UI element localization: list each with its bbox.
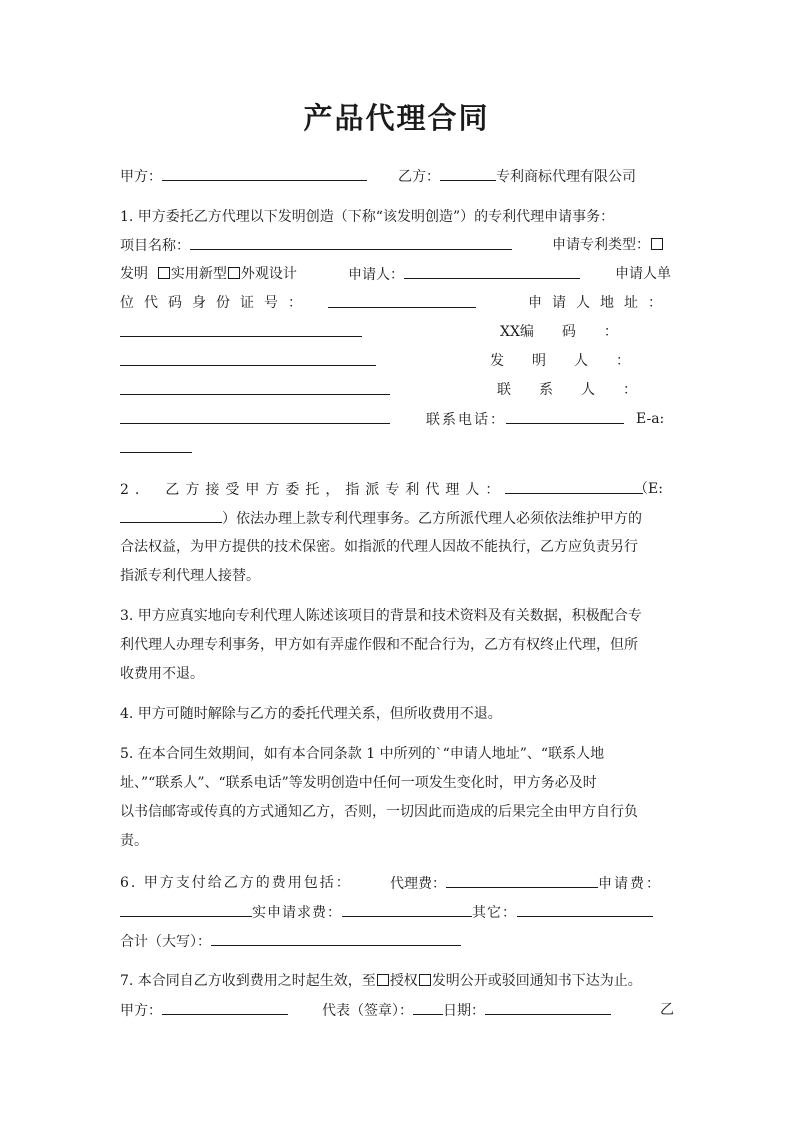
application-fee-label: 申请费：	[598, 876, 662, 892]
party-b-name: 专利商标代理有限公司	[496, 169, 636, 185]
grant-checkbox[interactable]	[377, 974, 389, 986]
agency-fee-label: 代理费：	[390, 876, 446, 892]
total-line	[120, 931, 461, 952]
clause3-line3: 收费用不退。	[120, 666, 204, 682]
phone-line	[426, 409, 624, 430]
clause6-intro	[120, 873, 352, 893]
party-b-line	[398, 166, 636, 187]
total-blank[interactable]	[211, 931, 461, 946]
phone-label: 联系电话：	[426, 412, 506, 428]
rep-blank[interactable]	[413, 1000, 443, 1015]
address-blank[interactable]	[120, 322, 362, 337]
project-name-line	[120, 235, 512, 256]
rep-label: 代表（签章）：	[322, 1003, 413, 1019]
party-b-label: 乙方：	[398, 169, 440, 185]
document-title: 产品代理合同	[303, 101, 490, 135]
application-fee-blank[interactable]	[120, 902, 252, 917]
applicant-label: 申请人：	[348, 267, 404, 283]
clause2-line1	[120, 479, 643, 500]
total-label: 合计（大写）：	[120, 934, 211, 950]
inventor-blank[interactable]	[120, 380, 390, 395]
clause5-line2: 址、”“联系人”、“联系电话”等发明创造中任何一项发生变化时，甲方务必及时	[120, 775, 597, 791]
sign-party-b-label: 乙	[660, 1002, 674, 1018]
signature-party-a	[120, 1000, 288, 1021]
signature-rep	[322, 1000, 611, 1021]
party-a-blank[interactable]	[162, 166, 367, 181]
agency-fee-line	[390, 873, 662, 894]
clause1-intro: 1. 甲方委托乙方代理以下发明创造（下称“该发明创造”）的专利代理申请事务：	[120, 209, 615, 225]
postcode-label: XX编 码 ：	[500, 324, 618, 340]
postcode-blank-wrap	[120, 351, 376, 372]
clause2-intro: 2. 乙方接受甲方委托，指派专利代理人：	[120, 482, 506, 498]
contact-label: 联 系 人 ：	[497, 382, 637, 398]
date-label: 日期：	[443, 1003, 485, 1019]
party-a-line	[120, 166, 367, 187]
clause5-line4: 责。	[120, 833, 148, 849]
clause3-line2: 利代理人办理专利事务，甲方如有弄虚作假和不配合行为，乙方有权终止代理，但所	[120, 637, 638, 653]
applicant-blank[interactable]	[404, 264, 580, 279]
clause2-line4: 指派专利代理人接替。	[120, 568, 260, 584]
postcode-blank[interactable]	[120, 351, 376, 366]
address-label: 申请人地址：	[528, 295, 672, 311]
id-blank[interactable]	[328, 293, 476, 308]
email-blank[interactable]	[120, 438, 192, 453]
clause2-email-label: （E:	[634, 481, 663, 497]
party-b-blank[interactable]	[440, 166, 496, 181]
phone-blank[interactable]	[506, 409, 624, 424]
type-design-label: 外观设计	[240, 266, 297, 282]
clause2-line2	[120, 508, 642, 529]
email-blank-wrap	[120, 438, 192, 459]
id-label: 位代码身份证号：	[120, 295, 312, 311]
patent-type-line	[552, 235, 664, 255]
type-utility-label: 实用新型	[170, 266, 227, 282]
email-label: E-a:	[636, 411, 665, 427]
applicant-line	[348, 264, 580, 285]
clause3-line1: 3. 甲方应真实地向专利代理人陈述该项目的背景和技术资料及有关数据，积极配合专	[120, 608, 642, 624]
date-blank[interactable]	[485, 1000, 611, 1015]
agent-email-blank[interactable]	[120, 508, 222, 523]
invention-checkbox[interactable]	[651, 238, 663, 250]
publication-checkbox[interactable]	[419, 974, 431, 986]
contact-blank-wrap	[120, 409, 390, 430]
applicant-unit-label: 申请人单	[615, 266, 671, 282]
clause5-line1: 5. 在本合同生效期间，如有本合同条款 1 中所列的`“申请人地址”、“联系人地	[120, 746, 605, 762]
grant-label: 授权	[389, 973, 418, 989]
clause7-text-b: 发明公开或驳回通知书下达为止。	[431, 973, 642, 989]
other-fee-label: 其它：	[472, 905, 517, 921]
agent-blank[interactable]	[505, 479, 643, 494]
contact-blank[interactable]	[120, 409, 390, 424]
agency-fee-blank[interactable]	[446, 873, 598, 888]
other-fee-blank[interactable]	[517, 902, 653, 917]
party-a-label: 甲方：	[120, 169, 162, 185]
inventor-blank-wrap	[120, 380, 390, 401]
clause2-line2-text: ）依法办理上款专利代理事务。乙方所派代理人必须依法维护甲方的	[222, 511, 642, 527]
clause6-intro-text: 6. 甲方支付给乙方的费用包括：	[120, 875, 352, 891]
project-name-label: 项目名称：	[120, 238, 190, 254]
exam-fee-label: 实申请求费：	[252, 905, 342, 921]
utility-checkbox[interactable]	[158, 267, 170, 279]
sign-party-a-blank[interactable]	[162, 1000, 288, 1015]
patent-type-options	[120, 264, 297, 284]
sign-party-a-label: 甲方：	[120, 1003, 162, 1019]
fees-line2	[120, 902, 653, 923]
clause5-line3: 以书信邮寄或传真的方式通知乙方，否则，一切因此而造成的后果完全由甲方自行负	[120, 804, 638, 820]
clause7-text-a: 7. 本合同自乙方收到费用之时起生效，至	[120, 973, 376, 989]
id-blank-wrap	[328, 293, 476, 314]
clause4-line1: 4. 甲方可随时解除与乙方的委托代理关系，但所收费用不退。	[120, 706, 502, 722]
design-checkbox[interactable]	[228, 267, 240, 279]
inventor-label: 发 明 人 ：	[490, 353, 630, 369]
address-blank-wrap	[120, 322, 362, 343]
project-name-blank[interactable]	[190, 235, 512, 250]
exam-fee-blank[interactable]	[342, 902, 472, 917]
type-invention-label: 发明	[120, 266, 148, 282]
clause2-line3: 合法权益，为甲方提供的技术保密。如指派的代理人因故不能执行，乙方应负责另行	[120, 539, 638, 555]
patent-type-label: 申请专利类型：	[552, 237, 650, 253]
clause7-line1	[120, 971, 642, 991]
